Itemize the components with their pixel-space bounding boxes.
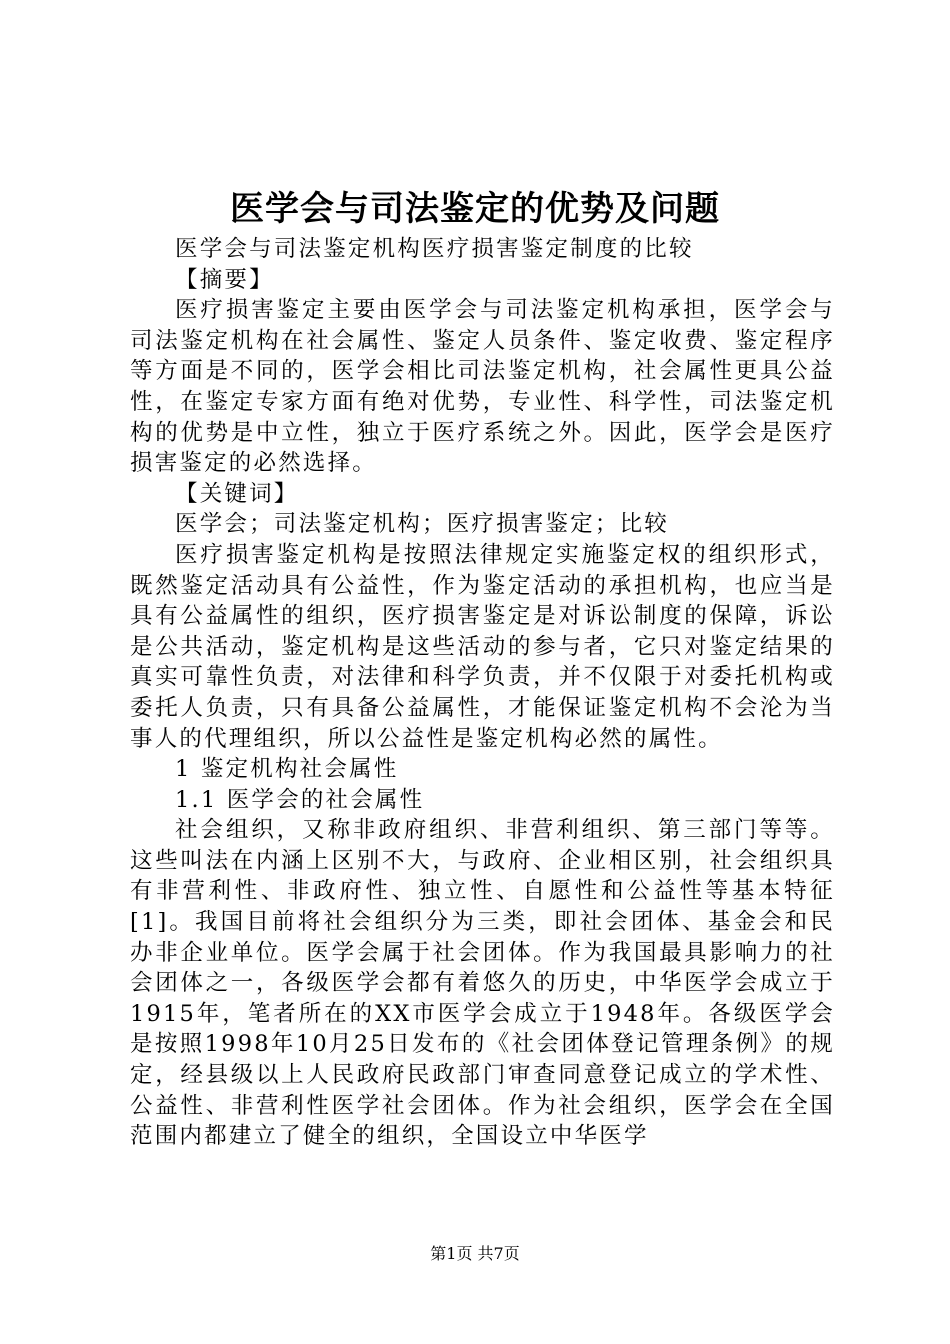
keywords-paragraph: 医学会；司法鉴定机构；医疗损害鉴定；比较: [175, 511, 670, 538]
document-body: [130, 234, 835, 1152]
subtitle-paragraph: 医学会与司法鉴定机构医疗损害鉴定制度的比较: [175, 236, 694, 262]
section-heading: 1 鉴定机构社会属性: [175, 756, 399, 783]
keywords-heading: 【关键词】: [175, 480, 299, 507]
abstract-paragraph: 医疗损害鉴定主要由医学会与司法鉴定机构承担，医学会与司法鉴定机构在社会属性、鉴定人员条件、鉴定收费、鉴定程序等方面是不同的，医学会相比司法鉴定机构，社会属性更具公益性，在鉴定专家方面有绝对优势，专业性、科学性，司法鉴定机构的优势是中立性，独立于医疗系统之外。因此，医学会是医疗损害鉴定的必然选择。: [130, 297, 835, 477]
body-paragraph: 社会组织，又称非政府组织、非营利组织、第三部门等等。这些叫法在内涵上区别不大，与政府、企业相区别，社会组织具有非营利性、非政府性、独立性、自愿性和公益性等基本特征[1]。我国目前将社会组织分为三类，即社会团体、基金会和民办非企业单位。医学会属于社会团体。作为我国最具影响力的社会团体之一，各级医学会都有着悠久的历史，中华医学会成立于1915年，笔者所在的XX市医学会成立于1948年。各级医学会是按照1998年10月25日发布的《社会团体登记管理条例》的规定，经县级以上人民政府民政部门审查同意登记成立的学术性、公益性、非营利性医学社会团体。作为社会组织，医学会在全国范围内都建立了健全的组织，全国设立中华医学: [130, 817, 835, 1150]
document-title: 医学会与司法鉴定的优势及问题: [230, 189, 720, 229]
page-footer: 第1页 共7页: [430, 1244, 520, 1263]
subsection-heading: 1.1 医学会的社会属性: [175, 786, 425, 813]
body-paragraph: 医疗损害鉴定机构是按照法律规定实施鉴定权的组织形式，既然鉴定活动具有公益性，作为鉴定活动的承担机构，也应当是具有公益属性的组织，医疗损害鉴定是对诉讼制度的保障，诉讼是公共活动，鉴定机构是这些活动的参与者，它只对鉴定结果的真实可靠性负责，对法律和科学负责，并不仅限于对委托机构或委托人负责，只有具备公益属性，才能保证鉴定机构不会沦为当事人的代理组织，所以公益性是鉴定机构必然的属性。: [130, 541, 835, 752]
abstract-heading: 【摘要】: [175, 266, 274, 293]
